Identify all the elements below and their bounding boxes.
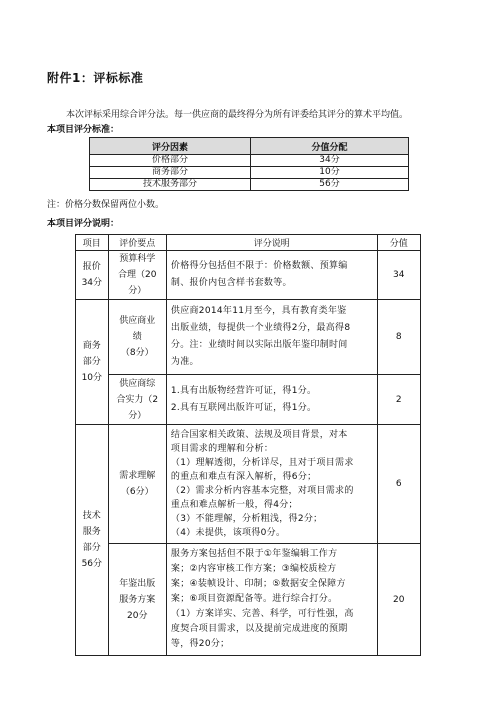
header-point: 评价要点: [108, 235, 166, 251]
point-line: 年鉴出版: [119, 578, 156, 589]
item-cell: [76, 251, 109, 300]
score-allocation-table: [89, 137, 409, 191]
desc-line: 等，得20分；: [170, 639, 230, 649]
desc-line: （1）理解透彻，分析详尽，且对于项目需求: [170, 458, 354, 468]
table-row: [76, 425, 421, 544]
description-cell: [166, 544, 377, 656]
desc-line: （2）需求分析内容基本完整，对项目需求的: [170, 486, 354, 496]
item-line: 服务: [82, 527, 101, 537]
desc-line: 供应商2014年11月至今，具有教育类年鉴: [170, 306, 347, 316]
desc-line: （1）方案详实、完善、科学，可行性强，高: [170, 609, 354, 619]
item-cell: [76, 425, 109, 656]
page-heading: 附件1：评标标准: [47, 71, 144, 85]
item-cell: [76, 300, 109, 425]
item-line: 部分: [82, 543, 101, 553]
point-line: 合理（20: [118, 270, 157, 280]
desc-line: 案；④装帧设计、印制；⑤数据安全保障方: [170, 579, 346, 589]
item-line: 商务: [82, 341, 101, 351]
allocation-cell: 56分: [251, 179, 409, 191]
table-row: [76, 375, 421, 425]
scoring-detail-table: [75, 234, 421, 656]
table-header-row: [90, 138, 409, 155]
point-line: 需求理解: [119, 471, 156, 481]
table-row: [76, 251, 421, 300]
header-factor: 评分因素: [90, 138, 251, 155]
desc-line: 分。注：业绩时间以实际出版年鉴印制时间: [170, 340, 348, 350]
desc-line: 制、报价内包含样书套数等。: [170, 278, 292, 288]
score-cell: 34: [377, 251, 420, 300]
desc-line: 1.具有出版物经营许可证，得1分。: [170, 385, 317, 396]
point-line: （6分）: [120, 487, 154, 497]
item-line: 部分: [82, 357, 101, 367]
point-line: 20分: [127, 610, 148, 621]
score-cell: 6: [377, 425, 420, 544]
desc-line: 结合国家相关政策、法规及项目背景，对本: [170, 430, 348, 440]
point-line: 供应商综: [119, 378, 156, 389]
score-standard-label: 本项目评分标准：: [47, 125, 120, 135]
desc-line: 案；⑥项目资源配备等。进行综合打分。: [170, 594, 338, 604]
desc-line: 为准。: [170, 357, 199, 367]
score-cell: 2: [377, 375, 420, 425]
score-cell: 8: [377, 300, 420, 375]
item-line: 报价: [82, 262, 101, 272]
table-header-row: [76, 235, 421, 251]
desc-line: 重点和难点解析一般，得4分；: [170, 500, 298, 510]
point-cell: [108, 375, 166, 425]
item-line: 56分: [81, 559, 103, 569]
point-line: 分）: [128, 410, 147, 421]
point-cell: [108, 544, 166, 656]
desc-line: （3）不能理解，分析粗浅，得2分；: [170, 514, 323, 524]
score-cell: 20: [377, 544, 420, 656]
desc-line: 项目需求的理解和分析：: [170, 444, 274, 454]
point-cell: [108, 300, 166, 375]
header-item: 项目: [76, 235, 109, 251]
factor-cell: 商务部分: [90, 167, 251, 179]
table-row: [90, 155, 409, 167]
allocation-cell: 34分: [251, 155, 409, 167]
desc-line: 案；②内容审核工作方案；③编校质检方: [170, 564, 337, 574]
point-line: 服务方案: [119, 594, 156, 605]
desc-line: 的重点和难点有深入解析，得6分；: [170, 472, 317, 482]
item-line: 34分: [81, 278, 103, 288]
table-row: [76, 544, 421, 656]
table-row: [90, 167, 409, 179]
point-line: 预算科学: [119, 254, 156, 264]
score-desc-label: 本项目评分说明：: [47, 219, 120, 229]
point-line: 合实力（2: [116, 394, 159, 405]
table-row: [76, 300, 421, 375]
description-cell: [166, 251, 377, 300]
header-description: 评分说明: [166, 235, 377, 251]
point-cell: [108, 425, 166, 544]
table-row: [90, 179, 409, 191]
desc-line: 服务方案包括但不限于①年鉴编辑工作方: [170, 549, 338, 559]
desc-line: 出版业绩，每提供一个业绩得2分，最高得8: [170, 323, 351, 333]
desc-line: （4）未提供，该项得0分。: [170, 528, 286, 538]
intro-paragraph: 本次评标采用综合评分法。每一供应商的最终得分为所有评委给其评分的算术平均值。: [66, 110, 409, 120]
description-cell: [166, 425, 377, 544]
factor-cell: 技术服务部分: [90, 179, 251, 191]
factor-cell: 价格部分: [90, 155, 251, 167]
point-line: 供应商业: [119, 316, 156, 326]
desc-line: 价格得分包括但不限于：价格数额、预算编: [170, 261, 348, 271]
desc-line: 2.具有互联网出版许可证，得1分。: [170, 402, 317, 413]
item-line: 10分: [81, 373, 103, 383]
desc-line: 度契合项目需求，以及提前完成进度的预期: [170, 624, 348, 634]
point-line: （8分）: [120, 348, 154, 358]
description-cell: [166, 375, 377, 425]
description-cell: [166, 300, 377, 375]
header-score: 分值: [377, 235, 420, 251]
item-line: 技术: [82, 511, 101, 521]
point-cell: [108, 251, 166, 300]
header-allocation: 分值分配: [251, 138, 409, 155]
point-line: 绩: [132, 332, 142, 342]
point-line: 分）: [128, 286, 147, 296]
price-note: 注：价格分数保留两位小数。: [47, 200, 165, 210]
allocation-cell: 10分: [251, 167, 409, 179]
